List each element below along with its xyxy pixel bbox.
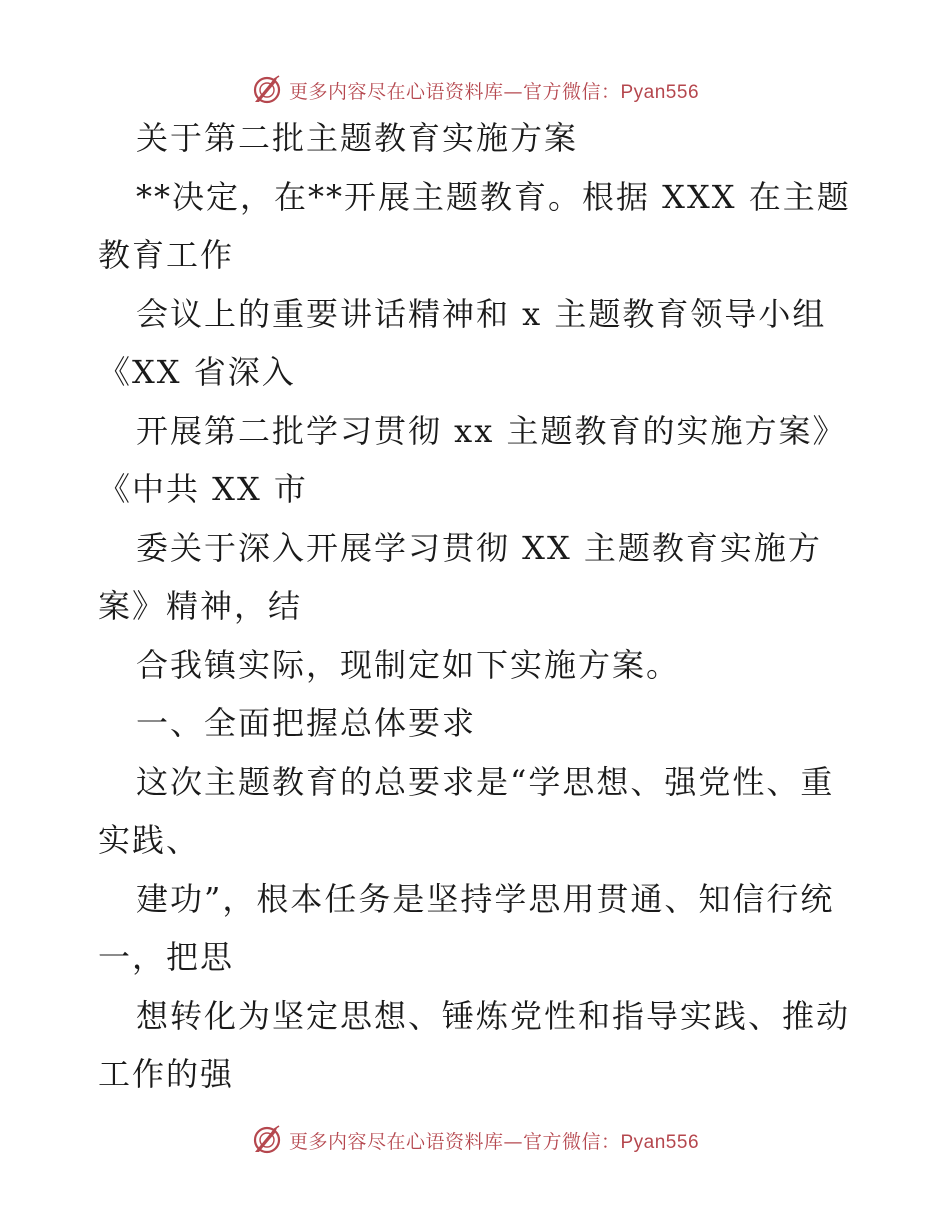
quill-seal-logo (251, 1124, 283, 1156)
header-banner (0, 70, 950, 110)
document-line: 《中共 XX 市 (98, 470, 308, 508)
document-line: 建功”，根本任务是坚持学思用贯通、知信行统 (136, 879, 835, 918)
document-line: 教育工作 (98, 236, 235, 274)
banner-text: 更多内容尽在心语资料库—官方微信： (288, 1130, 621, 1153)
document-line: 委关于深入开展学习贯彻 XX 主题教育实施方 (136, 528, 822, 567)
document-line: 工作的强 (98, 1055, 235, 1093)
document-line: 会议上的重要讲话精神和 x 主题教育领导小组 (136, 294, 827, 333)
document-line: 实践、 (98, 821, 201, 859)
document-line: **决定，在**开展主题教育。根据 XXX 在主题 (136, 177, 851, 216)
document-line: 关于第二批主题教育实施方案 (136, 119, 579, 157)
document-line: 这次主题教育的总要求是“学思想、强党性、重 (136, 762, 835, 801)
document-line: 案》精神，结 (98, 587, 303, 625)
banner-wechat-id: Pyan556 (620, 81, 700, 103)
document-line: 开展第二批学习贯彻 xx 主题教育的实施方案》 (136, 411, 847, 450)
footer-banner (0, 1120, 950, 1160)
quill-seal-logo (251, 74, 283, 106)
banner-wechat-id: Pyan556 (620, 1131, 700, 1153)
document-line: 一、全面把握总体要求 (136, 704, 477, 742)
document-line: 想转化为坚定思想、锤炼党性和指导实践、推动 (136, 996, 851, 1035)
banner-text: 更多内容尽在心语资料库—官方微信： (288, 80, 621, 103)
document-line: 一，把思 (98, 938, 235, 976)
document-line: 合我镇实际，现制定如下实施方案。 (136, 645, 681, 684)
document-line: 《XX 省深入 (98, 353, 296, 391)
